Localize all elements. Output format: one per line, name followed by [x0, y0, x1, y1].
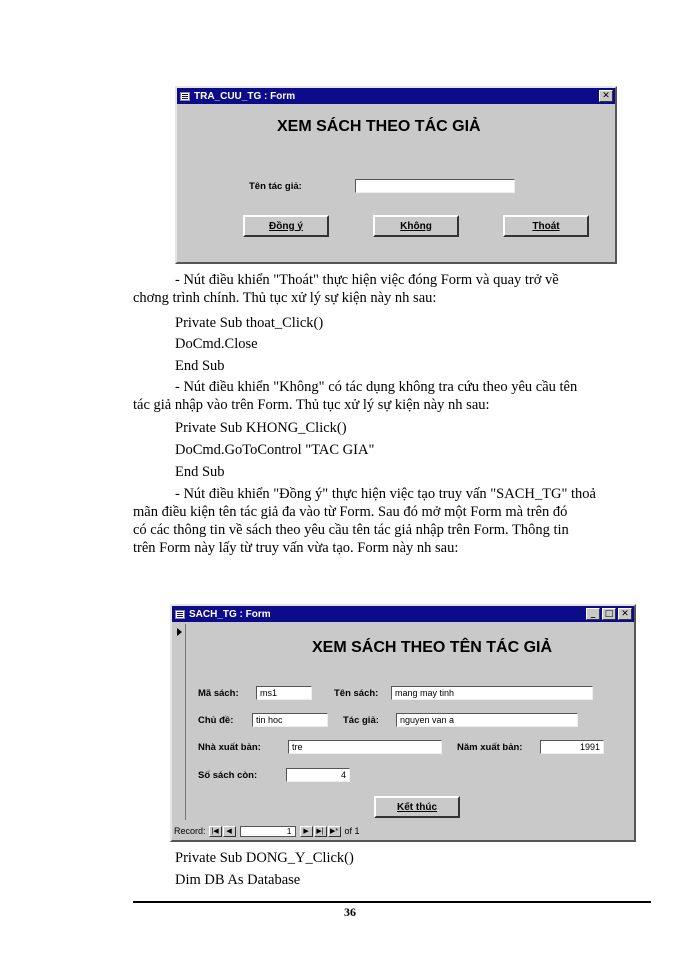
nha-xuat-ban-label: Nhà xuất bản:: [198, 742, 261, 753]
code-line: Private Sub KHONG_Click(): [175, 420, 347, 436]
code-line: DoCmd.GoToControl "TAC GIA": [175, 442, 375, 458]
so-sach-con-input[interactable]: 4: [286, 768, 350, 782]
tac-gia-label: Tác giả:: [343, 715, 379, 726]
previous-record-icon[interactable]: ◀: [223, 826, 236, 837]
tac-gia-input[interactable]: nguyen van a: [396, 713, 578, 727]
record-navigation-bar: [174, 824, 632, 838]
code-line: Dim DB As Database: [175, 872, 301, 888]
footer-divider: [133, 901, 651, 903]
ma-sach-label: Mã sách:: [198, 688, 239, 699]
next-record-icon[interactable]: ▶: [300, 826, 313, 837]
sach-tg-form-window: [170, 604, 636, 842]
chu-de-input[interactable]: tin hoc: [252, 713, 328, 727]
so-sach-con-label: Số sách còn:: [198, 770, 258, 781]
dong-y-button[interactable]: [243, 215, 329, 237]
paragraph-dong-y-line-3: có các thông tin về sách theo yêu cầu tên tác giả nhập trên Form. Thông tin: [133, 522, 569, 538]
record-label: Record:: [174, 826, 206, 836]
minimize-icon[interactable]: _: [586, 608, 600, 620]
current-record-input[interactable]: 1: [240, 826, 296, 837]
paragraph-dong-y-line-1: - Nút điều khiển "Đồng ý" thực hiện việc tạo truy vấn "SACH_TG" thoả: [175, 486, 596, 502]
khong-button[interactable]: [373, 215, 459, 237]
form-heading: XEM SÁCH THEO TÁC GIẢ: [277, 118, 481, 135]
ma-sach-input[interactable]: ms1: [256, 686, 312, 700]
form-titlebar: [177, 88, 615, 104]
nha-xuat-ban-input[interactable]: tre: [288, 740, 442, 754]
form-icon: [175, 610, 185, 619]
close-icon[interactable]: ✕: [599, 90, 613, 102]
ten-sach-label: Tên sách:: [334, 688, 379, 699]
paragraph-thoat-line-1: - Nút điều khiển "Thoát" thực hiện việc đóng Form và quay trở về: [175, 272, 559, 288]
first-record-icon[interactable]: |◀: [209, 826, 222, 837]
form-heading: XEM SÁCH THEO TÊN TÁC GIẢ: [312, 639, 553, 656]
maximize-icon[interactable]: □: [602, 608, 616, 620]
ket-thuc-button-label: Kết thúc: [397, 801, 437, 813]
close-icon[interactable]: ✕: [618, 608, 632, 620]
page-number: 36: [344, 905, 356, 919]
nam-xuat-ban-label: Năm xuất bản:: [457, 742, 523, 753]
code-line: Private Sub DONG_Y_Click(): [175, 850, 354, 866]
paragraph-dong-y-line-2: mãn điều kiện tên tác giả đa vào từ Form. Sau đó mở một Form mà trên đó: [133, 504, 568, 520]
author-label: Tên tác giả:: [249, 181, 302, 192]
thoat-button-label: Thoát: [532, 220, 560, 232]
dong-y-button-label: Đồng ý: [269, 220, 303, 232]
paragraph-khong-line-1: - Nút điều khiển "Không" có tác dụng không tra cứu theo yêu cầu tên: [175, 379, 578, 395]
khong-button-label: Không: [400, 220, 432, 232]
form-title: TRA_CUU_TG : Form: [194, 90, 296, 102]
thoat-button[interactable]: [503, 215, 589, 237]
nam-xuat-ban-input[interactable]: 1991: [540, 740, 604, 754]
code-line: End Sub: [175, 358, 225, 374]
form-titlebar: [172, 606, 634, 622]
record-count: of 1: [344, 826, 360, 836]
record-selector[interactable]: [174, 624, 186, 820]
ten-sach-input[interactable]: mang may tinh: [391, 686, 593, 700]
form-title: SACH_TG : Form: [189, 608, 271, 620]
paragraph-khong-line-2: tác giả nhập vào trên Form. Thủ tục xử lý sự kiện này nh sau:: [133, 397, 490, 413]
code-line: DoCmd.Close: [175, 336, 258, 352]
tra-cuu-tg-form-window: [175, 86, 617, 264]
code-line: End Sub: [175, 464, 225, 480]
author-input[interactable]: [355, 179, 515, 193]
new-record-icon[interactable]: ▶*: [328, 826, 341, 837]
form-icon: [180, 92, 190, 101]
paragraph-dong-y-line-4: trên Form này lấy từ truy vấn vừa tạo. Form này nh sau:: [133, 540, 459, 556]
chu-de-label: Chủ đề:: [198, 715, 234, 726]
code-line: Private Sub thoat_Click(): [175, 315, 324, 331]
last-record-icon[interactable]: ▶|: [314, 826, 327, 837]
paragraph-thoat-line-2: chơng trình chính. Thủ tục xử lý sự kiện này nh sau:: [133, 290, 437, 306]
ket-thuc-button[interactable]: [374, 796, 460, 818]
record-pointer-icon: [177, 628, 182, 636]
